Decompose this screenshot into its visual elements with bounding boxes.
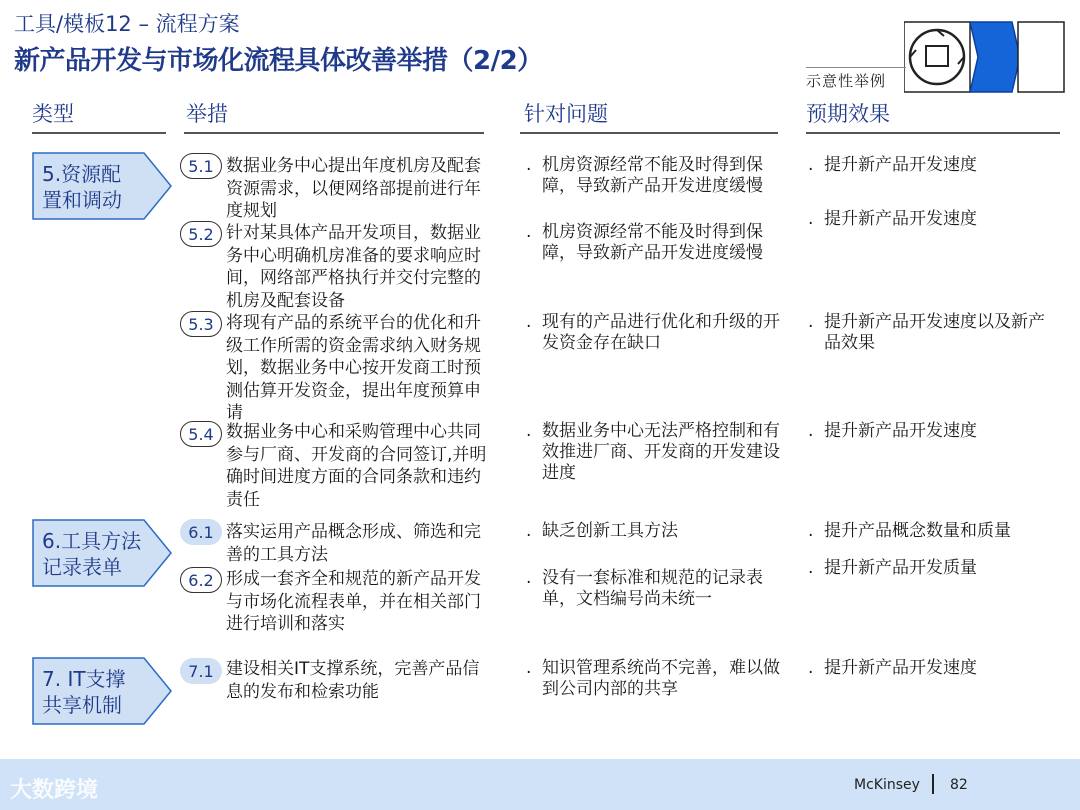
section-label-line: 7. IT支撑 bbox=[42, 667, 126, 691]
effect-text: 提升新产品开发速度 bbox=[824, 209, 977, 229]
bullet-icon: . bbox=[808, 312, 814, 332]
problem-item bbox=[524, 568, 786, 610]
problem-item bbox=[524, 521, 786, 542]
effect-item bbox=[806, 421, 1056, 442]
problem-item bbox=[524, 658, 786, 700]
section-label-resources bbox=[32, 152, 172, 220]
effect-text: 提升新产品开发速度 bbox=[824, 421, 977, 441]
watermark: 大数跨境 bbox=[10, 778, 99, 803]
problem-text: 机房资源经常不能及时得到保障，导致新产品开发进度缓慢 bbox=[542, 222, 763, 263]
problem-text: 数据业务中心无法严格控制和有效推进厂商、开发商的开发建设进度 bbox=[542, 421, 780, 483]
section-label-tools bbox=[32, 519, 172, 587]
bullet-icon: . bbox=[808, 209, 814, 229]
page-number: 82 bbox=[950, 777, 968, 793]
page-title: 新产品开发与市场化流程具体改善举措（2/2） bbox=[14, 46, 543, 76]
problem-item bbox=[524, 155, 786, 197]
problem-text: 缺乏创新工具方法 bbox=[542, 521, 678, 541]
bullet-icon: . bbox=[808, 558, 814, 578]
section-label-line: 6.工具方法 bbox=[42, 529, 142, 553]
item-number-badge: 5.2 bbox=[180, 221, 222, 247]
effect-item bbox=[806, 658, 1056, 679]
effect-item bbox=[806, 209, 1056, 230]
measure-text: 形成一套齐全和规范的新产品开发与市场化流程表单，并在相关部门进行培训和落实 bbox=[226, 569, 481, 634]
effect-item bbox=[806, 155, 1056, 176]
column-header-type: 类型 bbox=[32, 102, 74, 126]
bullet-icon: . bbox=[526, 155, 532, 175]
measure-text: 将现有产品的系统平台的优化和升级工作所需的资金需求纳入财务规划，数据业务中心按开发商工时预测估算开发资金，提出年度预算申请 bbox=[226, 313, 481, 423]
bullet-icon: . bbox=[526, 222, 532, 242]
effect-item bbox=[806, 312, 1056, 354]
item-number-badge: 5.3 bbox=[180, 311, 222, 337]
bullet-icon: . bbox=[808, 421, 814, 441]
bullet-icon: . bbox=[526, 421, 532, 441]
item-number-badge: 5.1 bbox=[180, 153, 222, 179]
effect-text: 提升新产品开发质量 bbox=[824, 558, 977, 578]
column-rule bbox=[806, 132, 1060, 134]
item-number-badge: 6.2 bbox=[180, 567, 222, 593]
bullet-icon: . bbox=[808, 521, 814, 541]
section-label-line: 5.资源配 bbox=[42, 162, 122, 186]
bullet-icon: . bbox=[526, 312, 532, 332]
measure-text: 建设相关IT支撑系统，完善产品信息的发布和检索功能 bbox=[226, 659, 480, 702]
effect-item bbox=[806, 521, 1056, 542]
problem-text: 知识管理系统尚不完善，难以做到公司内部的共享 bbox=[542, 658, 780, 699]
measure-text: 数据业务中心提出年度机房及配套资源需求，以便网络部提前进行年度规划 bbox=[226, 156, 481, 221]
section-label-it bbox=[32, 657, 172, 725]
effect-text: 提升产品概念数量和质量 bbox=[824, 521, 1011, 541]
column-header-effects: 预期效果 bbox=[806, 102, 890, 126]
problem-text: 现有的产品进行优化和升级的开发资金存在缺口 bbox=[542, 312, 780, 353]
problem-text: 机房资源经常不能及时得到保障，导致新产品开发进度缓慢 bbox=[542, 155, 763, 196]
problem-item bbox=[524, 222, 786, 264]
bullet-icon: . bbox=[526, 568, 532, 588]
item-number-badge: 7.1 bbox=[180, 658, 222, 684]
column-header-problems: 针对问题 bbox=[524, 102, 608, 126]
measure-text: 针对某具体产品开发项目，数据业务中心明确机房准备的要求响应时间，网络部严格执行并交付完整的机房及配套设备 bbox=[226, 223, 481, 311]
illustration-rule bbox=[806, 67, 906, 68]
footer-divider bbox=[932, 774, 934, 794]
column-rule bbox=[32, 132, 166, 134]
bullet-icon: . bbox=[808, 155, 814, 175]
effect-text: 提升新产品开发速度 bbox=[824, 658, 977, 678]
effect-text: 提升新产品开发速度以及新产品效果 bbox=[824, 312, 1045, 353]
brand-name: McKinsey bbox=[854, 777, 920, 793]
column-header-measures: 举措 bbox=[186, 102, 228, 126]
item-number-badge: 6.1 bbox=[180, 519, 222, 545]
breadcrumb: 工具/模板12 – 流程方案 bbox=[14, 12, 240, 36]
section-label-line: 置和调动 bbox=[42, 188, 122, 212]
bullet-icon: . bbox=[808, 658, 814, 678]
column-rule bbox=[184, 132, 484, 134]
measure-text: 数据业务中心和采购管理中心共同参与厂商、开发商的合同签订,并明确时间进度方面的合同条款和违约责任 bbox=[226, 422, 487, 510]
problem-item bbox=[524, 421, 786, 484]
effect-item bbox=[806, 558, 1056, 579]
effect-text: 提升新产品开发速度 bbox=[824, 155, 977, 175]
item-number-badge: 5.4 bbox=[180, 421, 222, 447]
measure-text: 落实运用产品概念形成、筛选和完善的工具方法 bbox=[226, 522, 481, 565]
bullet-icon: . bbox=[526, 521, 532, 541]
column-rule bbox=[520, 132, 778, 134]
bullet-icon: . bbox=[526, 658, 532, 678]
footer-bar bbox=[0, 759, 1080, 810]
problem-item bbox=[524, 312, 786, 354]
illustration-label: 示意性举例 bbox=[806, 72, 887, 90]
process-illustration-icon bbox=[904, 20, 1066, 96]
section-label-line: 记录表单 bbox=[42, 555, 122, 579]
problem-text: 没有一套标准和规范的记录表单，文档编号尚未统一 bbox=[542, 568, 763, 609]
section-label-line: 共享机制 bbox=[42, 693, 122, 717]
